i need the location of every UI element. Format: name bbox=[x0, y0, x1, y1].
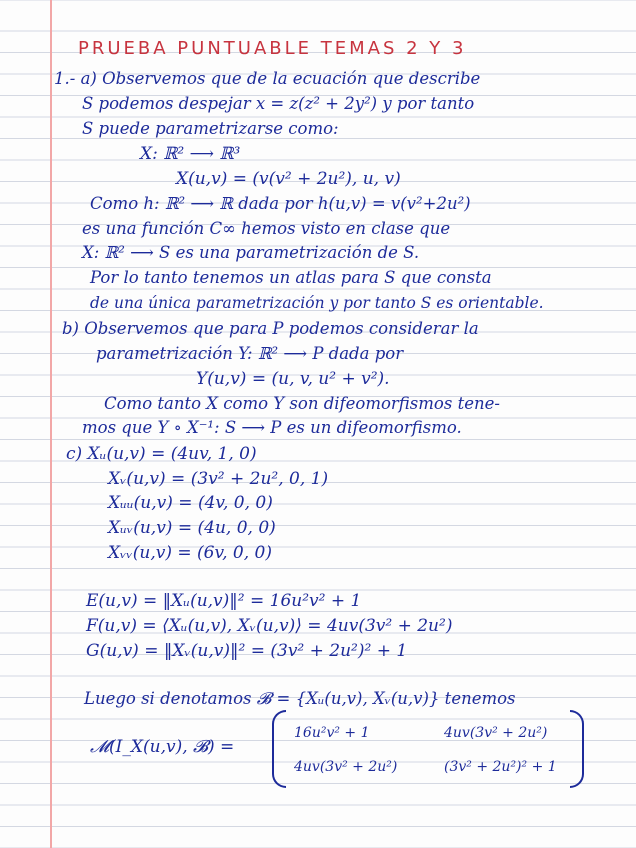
text-line-6: Como h: ℝ² ⟶ ℝ dada por h(u,v) = v(v²+2u²) bbox=[90, 194, 471, 213]
page-title: PRUEBA PUNTUABLE TEMAS 2 Y 3 bbox=[78, 38, 467, 59]
math-line-param-y: Y(u,v) = (u, v, u² + v²). bbox=[196, 369, 390, 389]
matrix-entry-22: (3v² + 2u²)² + 1 bbox=[444, 759, 557, 775]
math-line-map-x: X: ℝ² ⟶ ℝ³ bbox=[140, 144, 241, 164]
math-line-e: E(u,v) = ‖Xᵤ(u,v)‖² = 16u²v² + 1 bbox=[86, 591, 362, 611]
text-line-11: b) Observemos que para P podemos considerar la bbox=[62, 319, 479, 338]
math-line-matrix-label: 𝓜(I_X(u,v), 𝓑) = bbox=[90, 737, 235, 757]
math-line-xu: c) Xᵤ(u,v) = (4uv, 1, 0) bbox=[66, 444, 257, 464]
matrix-entry-11: 16u²v² + 1 bbox=[294, 725, 370, 741]
matrix-right-parenthesis bbox=[570, 710, 584, 788]
math-line-param-x: X(u,v) = (v(v² + 2u²), u, v) bbox=[176, 169, 401, 189]
math-line-g: G(u,v) = ‖Xᵥ(u,v)‖² = (3v² + 2u²)² + 1 bbox=[86, 641, 408, 661]
math-line-xuv: Xᵤᵥ(u,v) = (4u, 0, 0) bbox=[108, 518, 276, 538]
text-line-3: S puede parametrizarse como: bbox=[82, 119, 339, 138]
text-line-9: Por lo tanto tenemos un atlas para S que consta bbox=[90, 268, 492, 287]
text-line-15: mos que Y ∘ X⁻¹: S ⟶ P es un difeomorfismo. bbox=[82, 418, 462, 437]
matrix-left-parenthesis bbox=[272, 710, 286, 788]
text-line-7: es una función C∞ hemos visto en clase que bbox=[82, 219, 451, 238]
matrix-entry-21: 4uv(3v² + 2u²) bbox=[294, 759, 398, 775]
first-fundamental-form-matrix bbox=[272, 710, 584, 788]
math-line-xv: Xᵥ(u,v) = (3v² + 2u², 0, 1) bbox=[108, 469, 329, 489]
matrix-entry-12: 4uv(3v² + 2u²) bbox=[444, 725, 548, 741]
text-line-basis: Luego si denotamos 𝓑 = {Xᵤ(u,v), Xᵥ(u,v)} tenemos bbox=[84, 689, 516, 708]
math-line-f: F(u,v) = ⟨Xᵤ(u,v), Xᵥ(u,v)⟩ = 4uv(3v² + 2u²) bbox=[86, 616, 453, 636]
text-line-2: S podemos despejar x = z(z² + 2y²) y por tanto bbox=[82, 94, 475, 113]
text-line-1: 1.- a) Observemos que de la ecuación que describe bbox=[54, 69, 481, 88]
text-line-10: de una única parametrización y por tanto S es orientable. bbox=[90, 294, 544, 312]
margin-line bbox=[50, 0, 52, 848]
text-line-8: X: ℝ² ⟶ S es una parametrización de S. bbox=[82, 243, 420, 262]
text-line-12: parametrización Y: ℝ² ⟶ P dada por bbox=[96, 344, 404, 363]
text-line-14: Como tanto X como Y son difeomorfismos tene- bbox=[104, 394, 500, 413]
math-line-xvv: Xᵥᵥ(u,v) = (6v, 0, 0) bbox=[108, 543, 272, 563]
math-line-xuu: Xᵤᵤ(u,v) = (4v, 0, 0) bbox=[108, 493, 273, 513]
